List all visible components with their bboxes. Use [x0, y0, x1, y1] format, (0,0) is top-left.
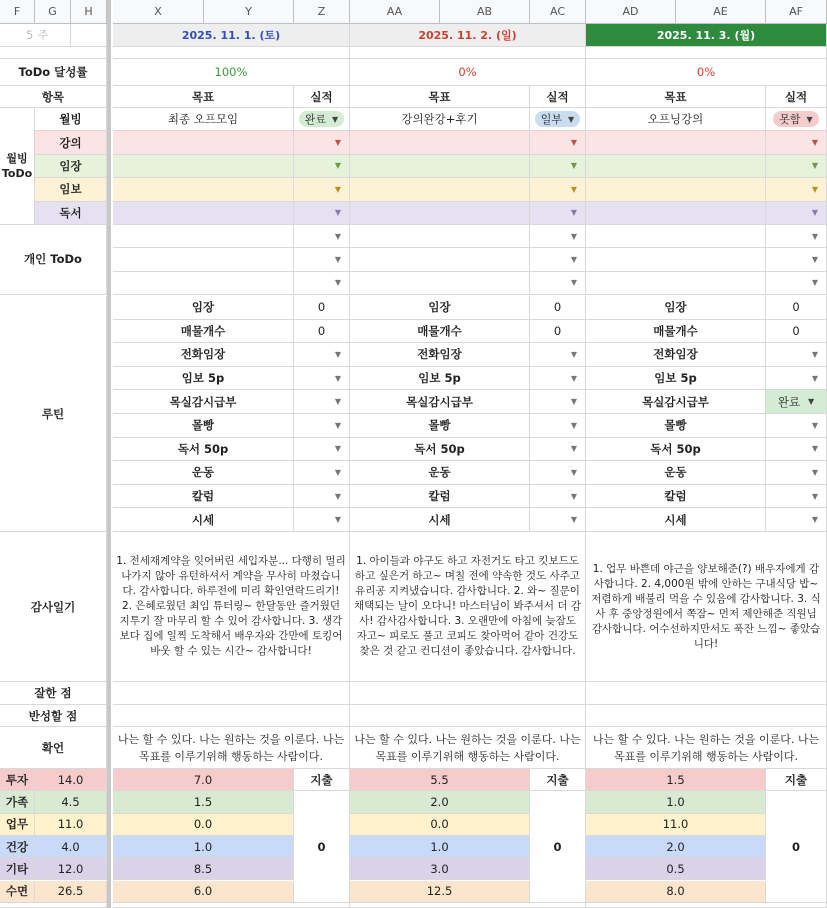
- spend-label: 지출: [766, 769, 827, 791]
- frozen-divider[interactable]: [107, 0, 111, 908]
- chevron-down-icon[interactable]: ▼: [811, 515, 818, 525]
- personal-todo-cell[interactable]: [113, 248, 294, 271]
- status-dropdown[interactable]: [766, 202, 827, 225]
- chevron-down-icon[interactable]: ▼: [811, 373, 818, 383]
- routine-dropdown[interactable]: [766, 438, 827, 462]
- chevron-down-icon[interactable]: ▼: [334, 397, 341, 407]
- budget-total: 26.5: [35, 881, 107, 903]
- chevron-down-icon[interactable]: ▼: [570, 254, 577, 264]
- routine-item: 몰빵: [586, 414, 766, 438]
- column-header-Y[interactable]: Y: [204, 0, 294, 24]
- routine-item: 매물개수: [586, 320, 766, 344]
- date-header-1: 2025. 11. 2. (일): [350, 24, 586, 47]
- budget-value[interactable]: 12.5: [350, 881, 530, 903]
- chevron-down-icon[interactable]: ▼: [334, 231, 341, 241]
- chevron-down-icon[interactable]: ▼: [570, 373, 577, 383]
- chevron-down-icon[interactable]: ▼: [332, 114, 339, 124]
- week-label: 주: [37, 28, 49, 42]
- routine-dropdown[interactable]: [294, 414, 350, 438]
- chevron-down-icon[interactable]: ▼: [811, 420, 818, 430]
- status-dropdown[interactable]: [766, 178, 827, 201]
- actual-header-1: 실적: [530, 86, 586, 108]
- chevron-down-icon[interactable]: ▼: [570, 420, 577, 430]
- routine-dropdown[interactable]: [530, 438, 586, 462]
- routine-item: 전화임장: [113, 343, 294, 367]
- routine-dropdown[interactable]: [530, 343, 586, 367]
- status-dropdown[interactable]: [766, 108, 827, 131]
- status-dropdown[interactable]: [294, 155, 350, 178]
- routine-item: 독서 50p: [113, 438, 294, 462]
- column-header-G[interactable]: G: [35, 0, 71, 24]
- goal-header-0: 목표: [113, 86, 294, 108]
- routine-item: 매물개수: [113, 320, 294, 344]
- blank-cell: [71, 24, 107, 47]
- column-header-AB[interactable]: AB: [440, 0, 530, 24]
- column-header-Z[interactable]: Z: [294, 0, 350, 24]
- routine-dropdown[interactable]: [294, 485, 350, 509]
- personal-todo-cell[interactable]: [586, 272, 766, 295]
- budget-total: 11.0: [35, 814, 107, 836]
- status-text: 완료: [304, 113, 327, 127]
- affirm-entry: 나는 할 수 있다. 나는 원하는 것을 이룬다. 나는 목표를 이루기위해 행동하는 사람이다.: [586, 727, 827, 769]
- spend-label: 지출: [294, 769, 350, 791]
- routine-dropdown[interactable]: [530, 390, 586, 414]
- affirm-entry: 나는 할 수 있다. 나는 원하는 것을 이룬다. 나는 목표를 이루기위해 행동하는 사람이다.: [113, 727, 350, 769]
- column-header-H[interactable]: H: [71, 0, 107, 24]
- status-dropdown[interactable]: [530, 272, 586, 295]
- goal-cell: 오프닝강의: [586, 108, 766, 131]
- routine-item: 몰빵: [350, 414, 530, 438]
- status-dropdown[interactable]: [766, 248, 827, 271]
- spacer: [113, 903, 350, 908]
- chevron-down-icon[interactable]: ▼: [334, 278, 341, 288]
- routine-item: 임장: [586, 296, 766, 320]
- good-entry[interactable]: [113, 682, 350, 705]
- status-dropdown[interactable]: [530, 155, 586, 178]
- column-header-AA[interactable]: AA: [350, 0, 440, 24]
- routine-item: 임보 5p: [350, 367, 530, 391]
- routine-dropdown[interactable]: [766, 508, 827, 532]
- chevron-down-icon[interactable]: ▼: [334, 184, 341, 194]
- chevron-down-icon[interactable]: ▼: [570, 184, 577, 194]
- status-dropdown[interactable]: [294, 225, 350, 248]
- budget-category: 건강: [0, 836, 35, 858]
- reflect-entry[interactable]: [113, 705, 350, 727]
- spacer: [586, 903, 827, 908]
- chevron-down-icon[interactable]: ▼: [811, 208, 818, 218]
- budget-value[interactable]: 1.5: [586, 769, 766, 791]
- routine-item: 칼럼: [350, 485, 530, 509]
- chevron-down-icon[interactable]: ▼: [334, 138, 341, 148]
- budget-value[interactable]: 0.5: [586, 858, 766, 880]
- routine-dropdown[interactable]: [294, 343, 350, 367]
- chevron-down-icon[interactable]: ▼: [570, 161, 577, 171]
- gratitude-entry[interactable]: 1. 업무 바쁜데 야근을 양보해준(?) 배우자에게 감사합니다. 2. 4,000원 밖에 안하는 구내식당 밥~ 저렴하게 배불리 먹을 수 있음에 감사합니다. 3. 식사 후 중앙정원에서 쪽잠~ 먼저 제안해준 직원님 감사합니다. 어수선하지만서도 푹잔 느낌~ 좋았습니다!: [586, 532, 827, 682]
- chevron-down-icon[interactable]: ▼: [334, 420, 341, 430]
- status-dropdown[interactable]: [294, 131, 350, 154]
- budget-value[interactable]: 0.0: [113, 814, 294, 836]
- goal-cell[interactable]: [350, 202, 530, 225]
- personal-todo-cell[interactable]: [586, 248, 766, 271]
- affirm-entry: 나는 할 수 있다. 나는 원하는 것을 이룬다. 나는 목표를 이루기위해 행동하는 사람이다.: [350, 727, 586, 769]
- goal-cell[interactable]: [113, 178, 294, 201]
- todo-rate-label: ToDo 달성률: [0, 59, 107, 86]
- routine-item: 칼럼: [113, 485, 294, 509]
- spacer: [350, 47, 586, 59]
- routine-value[interactable]: 0: [530, 296, 586, 320]
- status-text: 완료: [777, 394, 801, 409]
- chevron-down-icon[interactable]: ▼: [334, 349, 341, 359]
- personal-todo-cell[interactable]: [350, 248, 530, 271]
- date-header-0: 2025. 11. 1. (토): [113, 24, 350, 47]
- status-dropdown[interactable]: [530, 248, 586, 271]
- column-header-AF[interactable]: AF: [766, 0, 827, 24]
- goal-header-2: 목표: [586, 86, 766, 108]
- gratitude-label: 감사일기: [0, 532, 107, 682]
- affirm-label: 확언: [0, 727, 107, 769]
- chevron-down-icon[interactable]: ▼: [334, 467, 341, 477]
- budget-value[interactable]: 2.0: [350, 791, 530, 813]
- routine-value[interactable]: 0: [766, 296, 827, 320]
- chevron-down-icon[interactable]: ▼: [570, 349, 577, 359]
- routine-item: 시세: [113, 508, 294, 532]
- chevron-down-icon[interactable]: ▼: [334, 254, 341, 264]
- chevron-down-icon[interactable]: ▼: [808, 397, 815, 407]
- chevron-down-icon[interactable]: ▼: [811, 161, 818, 171]
- routine-item: 몰빵: [113, 414, 294, 438]
- routine-dropdown[interactable]: [294, 390, 350, 414]
- goal-cell[interactable]: [350, 155, 530, 178]
- budget-value[interactable]: 11.0: [586, 814, 766, 836]
- actual-header-0: 실적: [294, 86, 350, 108]
- status-dropdown[interactable]: [294, 202, 350, 225]
- routine-item: 임보 5p: [586, 367, 766, 391]
- chevron-down-icon[interactable]: ▼: [568, 114, 575, 124]
- chevron-down-icon[interactable]: ▼: [334, 161, 341, 171]
- chevron-down-icon[interactable]: ▼: [811, 184, 818, 194]
- personal-todo-cell[interactable]: [350, 272, 530, 295]
- spacer: [0, 47, 107, 59]
- routine-dropdown[interactable]: [766, 461, 827, 485]
- reflect-entry[interactable]: [586, 705, 827, 727]
- status-dropdown[interactable]: [766, 225, 827, 248]
- gratitude-entry[interactable]: 1. 아이들과 야구도 하고 자전거도 타고 킷보드도 하고 싶은거 하고~ 며칠 전에 약속한 것도 사주고 유리공 지켜냈습니다. 감사합니다. 2. 와~ 질문이 채택되는 날이 오다니! 마스터님이 봐주셔서 더 감사! 감사감사합니다. 3. 오랜만에 아침에 늦잠도 자고~ 피로도 풀고 코피도 찾아먹어 같아 건강도 찾은 것 같고 컨디션이 좋았습니다. 감사합니다.: [350, 532, 586, 682]
- date-header-2: 2025. 11. 3. (월): [586, 24, 827, 47]
- wolbing-row-label: 독서: [35, 202, 107, 225]
- status-dropdown[interactable]: [530, 178, 586, 201]
- routine-dropdown[interactable]: [294, 438, 350, 462]
- column-header-X[interactable]: X: [113, 0, 204, 24]
- budget-value[interactable]: 6.0: [113, 881, 294, 903]
- column-header-AE[interactable]: AE: [676, 0, 766, 24]
- routine-dropdown[interactable]: [766, 367, 827, 391]
- todo-rate-value-2: 0%: [586, 59, 827, 86]
- routine-status[interactable]: [766, 390, 827, 414]
- week-num: 5: [26, 28, 34, 42]
- routine-item: 전화임장: [586, 343, 766, 367]
- actual-header-2: 실적: [766, 86, 827, 108]
- routine-item: 칼럼: [586, 485, 766, 509]
- reflect-entry[interactable]: [350, 705, 586, 727]
- spend-value[interactable]: 0: [530, 791, 586, 903]
- chevron-down-icon[interactable]: ▼: [334, 515, 341, 525]
- goal-cell[interactable]: [113, 202, 294, 225]
- wolbing-row-label: 강의: [35, 131, 107, 154]
- routine-dropdown[interactable]: [294, 508, 350, 532]
- goal-cell[interactable]: [113, 155, 294, 178]
- chevron-down-icon[interactable]: ▼: [811, 491, 818, 501]
- status-chip[interactable]: [773, 111, 818, 127]
- chevron-down-icon[interactable]: ▼: [806, 114, 813, 124]
- status-dropdown[interactable]: [530, 202, 586, 225]
- routine-label: 루틴: [0, 296, 107, 532]
- spend-label: 지출: [530, 769, 586, 791]
- chevron-down-icon[interactable]: ▼: [811, 138, 818, 148]
- reflect-label: 반성할 점: [0, 705, 107, 727]
- status-chip[interactable]: [535, 111, 580, 127]
- routine-item: 임보 5p: [113, 367, 294, 391]
- chevron-down-icon[interactable]: ▼: [811, 349, 818, 359]
- status-dropdown[interactable]: [294, 248, 350, 271]
- goal-cell[interactable]: [586, 131, 766, 154]
- chevron-down-icon[interactable]: ▼: [570, 397, 577, 407]
- budget-category: 업무: [0, 814, 35, 836]
- budget-category: 수면: [0, 881, 35, 903]
- personal-todo-label: 개인 ToDo: [0, 225, 107, 295]
- budget-category: 가족: [0, 791, 35, 813]
- goal-cell[interactable]: [350, 178, 530, 201]
- routine-dropdown[interactable]: [530, 461, 586, 485]
- wolbing-todo-label: 월빙 ToDo: [0, 108, 35, 225]
- routine-value[interactable]: 0: [766, 320, 827, 344]
- budget-value[interactable]: 7.0: [113, 769, 294, 791]
- wolbing-row-label: 월빙: [35, 108, 107, 131]
- budget-value[interactable]: 1.5: [113, 791, 294, 813]
- budget-category: 투자: [0, 769, 35, 791]
- routine-item: 운동: [586, 461, 766, 485]
- routine-value[interactable]: 0: [294, 296, 350, 320]
- chevron-down-icon[interactable]: ▼: [570, 467, 577, 477]
- routine-item: 독서 50p: [350, 438, 530, 462]
- todo-rate-value-1: 0%: [350, 59, 586, 86]
- routine-value[interactable]: 0: [530, 320, 586, 344]
- chevron-down-icon[interactable]: ▼: [570, 278, 577, 288]
- week-number: [0, 24, 71, 47]
- goal-cell[interactable]: [586, 155, 766, 178]
- spacer: [350, 903, 586, 908]
- budget-total: 14.0: [35, 769, 107, 791]
- routine-dropdown[interactable]: [766, 343, 827, 367]
- routine-dropdown[interactable]: [294, 367, 350, 391]
- goal-cell[interactable]: [586, 178, 766, 201]
- routine-dropdown[interactable]: [530, 414, 586, 438]
- personal-todo-cell[interactable]: [113, 225, 294, 248]
- wolbing-row-label: 임장: [35, 155, 107, 178]
- status-dropdown[interactable]: [294, 178, 350, 201]
- chevron-down-icon[interactable]: ▼: [570, 231, 577, 241]
- budget-value[interactable]: 8.0: [586, 881, 766, 903]
- budget-category: 기타: [0, 858, 35, 880]
- budget-value[interactable]: 1.0: [113, 836, 294, 858]
- budget-total: 4.5: [35, 791, 107, 813]
- budget-value[interactable]: 1.0: [586, 791, 766, 813]
- routine-item: 운동: [350, 461, 530, 485]
- personal-todo-cell[interactable]: [586, 225, 766, 248]
- spend-value[interactable]: 0: [294, 791, 350, 903]
- item-label: 항목: [0, 86, 107, 108]
- status-text: 일부: [540, 113, 563, 127]
- personal-todo-cell[interactable]: [113, 272, 294, 295]
- chevron-down-icon[interactable]: ▼: [811, 278, 818, 288]
- routine-item: 시세: [586, 508, 766, 532]
- spacer: [113, 47, 350, 59]
- personal-todo-cell[interactable]: [350, 225, 530, 248]
- routine-item: 운동: [113, 461, 294, 485]
- status-text: 못함: [779, 113, 801, 127]
- budget-value[interactable]: 1.0: [350, 836, 530, 858]
- column-header-F[interactable]: F: [0, 0, 35, 24]
- wolbing-row-label: 임보: [35, 178, 107, 201]
- chevron-down-icon[interactable]: ▼: [334, 444, 341, 454]
- routine-dropdown[interactable]: [530, 485, 586, 509]
- gratitude-entry[interactable]: 1. 전세재계약을 잊어버린 세입자분... 다행히 멀리 나가지 않아 유턴하셔서 계약을 무사히 마쳤습니다. 감사합니다. 하루전에 미리 확인연락드리기! 2. 은혜로웠던 최임 튜터링~ 한달동안 즐거웠던 지투기 잘 마무리 할 수 있어 감사합니다. 3. 생각보다 집에 일찍 도착해서 배우자와 간만에 토킹어바웃 할 수 있는 시간~ 감사합니다!: [113, 532, 350, 682]
- goal-cell[interactable]: [350, 131, 530, 154]
- routine-item: 시세: [350, 508, 530, 532]
- status-dropdown[interactable]: [530, 108, 586, 131]
- status-chip[interactable]: [299, 111, 344, 127]
- status-dropdown[interactable]: [294, 272, 350, 295]
- spacer: [0, 903, 107, 908]
- routine-item: 목실감시급부: [113, 390, 294, 414]
- chevron-down-icon[interactable]: ▼: [811, 444, 818, 454]
- status-dropdown[interactable]: [766, 272, 827, 295]
- budget-value[interactable]: 5.5: [350, 769, 530, 791]
- budget-value[interactable]: 0.0: [350, 814, 530, 836]
- routine-value[interactable]: 0: [294, 320, 350, 344]
- goal-cell[interactable]: [113, 131, 294, 154]
- goal-cell[interactable]: [586, 202, 766, 225]
- status-dropdown[interactable]: [530, 225, 586, 248]
- routine-dropdown[interactable]: [294, 461, 350, 485]
- chevron-down-icon[interactable]: ▼: [811, 254, 818, 264]
- routine-item: 목실감시급부: [586, 390, 766, 414]
- goal-cell: 강의완강+후기: [350, 108, 530, 131]
- routine-item: 목실감시급부: [350, 390, 530, 414]
- good-label: 잘한 점: [0, 682, 107, 705]
- status-dropdown[interactable]: [766, 131, 827, 154]
- chevron-down-icon[interactable]: ▼: [570, 138, 577, 148]
- budget-value[interactable]: 8.5: [113, 858, 294, 880]
- column-header-AD[interactable]: AD: [586, 0, 676, 24]
- status-dropdown[interactable]: [766, 155, 827, 178]
- chevron-down-icon[interactable]: ▼: [334, 208, 341, 218]
- budget-total: 4.0: [35, 836, 107, 858]
- routine-dropdown[interactable]: [766, 485, 827, 509]
- todo-rate-value-0: 100%: [113, 59, 350, 86]
- chevron-down-icon[interactable]: ▼: [811, 231, 818, 241]
- routine-dropdown[interactable]: [766, 414, 827, 438]
- chevron-down-icon[interactable]: ▼: [570, 444, 577, 454]
- chevron-down-icon[interactable]: ▼: [334, 491, 341, 501]
- chevron-down-icon[interactable]: ▼: [811, 467, 818, 477]
- routine-dropdown[interactable]: [530, 508, 586, 532]
- budget-total: 12.0: [35, 858, 107, 880]
- chevron-down-icon[interactable]: ▼: [570, 491, 577, 501]
- column-header-AC[interactable]: AC: [530, 0, 586, 24]
- budget-value[interactable]: 3.0: [350, 858, 530, 880]
- routine-dropdown[interactable]: [530, 367, 586, 391]
- routine-item: 독서 50p: [586, 438, 766, 462]
- good-entry[interactable]: [350, 682, 586, 705]
- routine-item: 전화임장: [350, 343, 530, 367]
- spend-value[interactable]: 0: [766, 791, 827, 903]
- good-entry[interactable]: [586, 682, 827, 705]
- status-dropdown[interactable]: [530, 131, 586, 154]
- goal-cell: 최종 오프모임: [113, 108, 294, 131]
- routine-item: 임장: [113, 296, 294, 320]
- chevron-down-icon[interactable]: ▼: [570, 515, 577, 525]
- goal-header-1: 목표: [350, 86, 530, 108]
- budget-value[interactable]: 2.0: [586, 836, 766, 858]
- spacer: [586, 47, 827, 59]
- routine-item: 매물개수: [350, 320, 530, 344]
- chevron-down-icon[interactable]: ▼: [334, 373, 341, 383]
- routine-item: 임장: [350, 296, 530, 320]
- status-dropdown[interactable]: [294, 108, 350, 131]
- chevron-down-icon[interactable]: ▼: [570, 208, 577, 218]
